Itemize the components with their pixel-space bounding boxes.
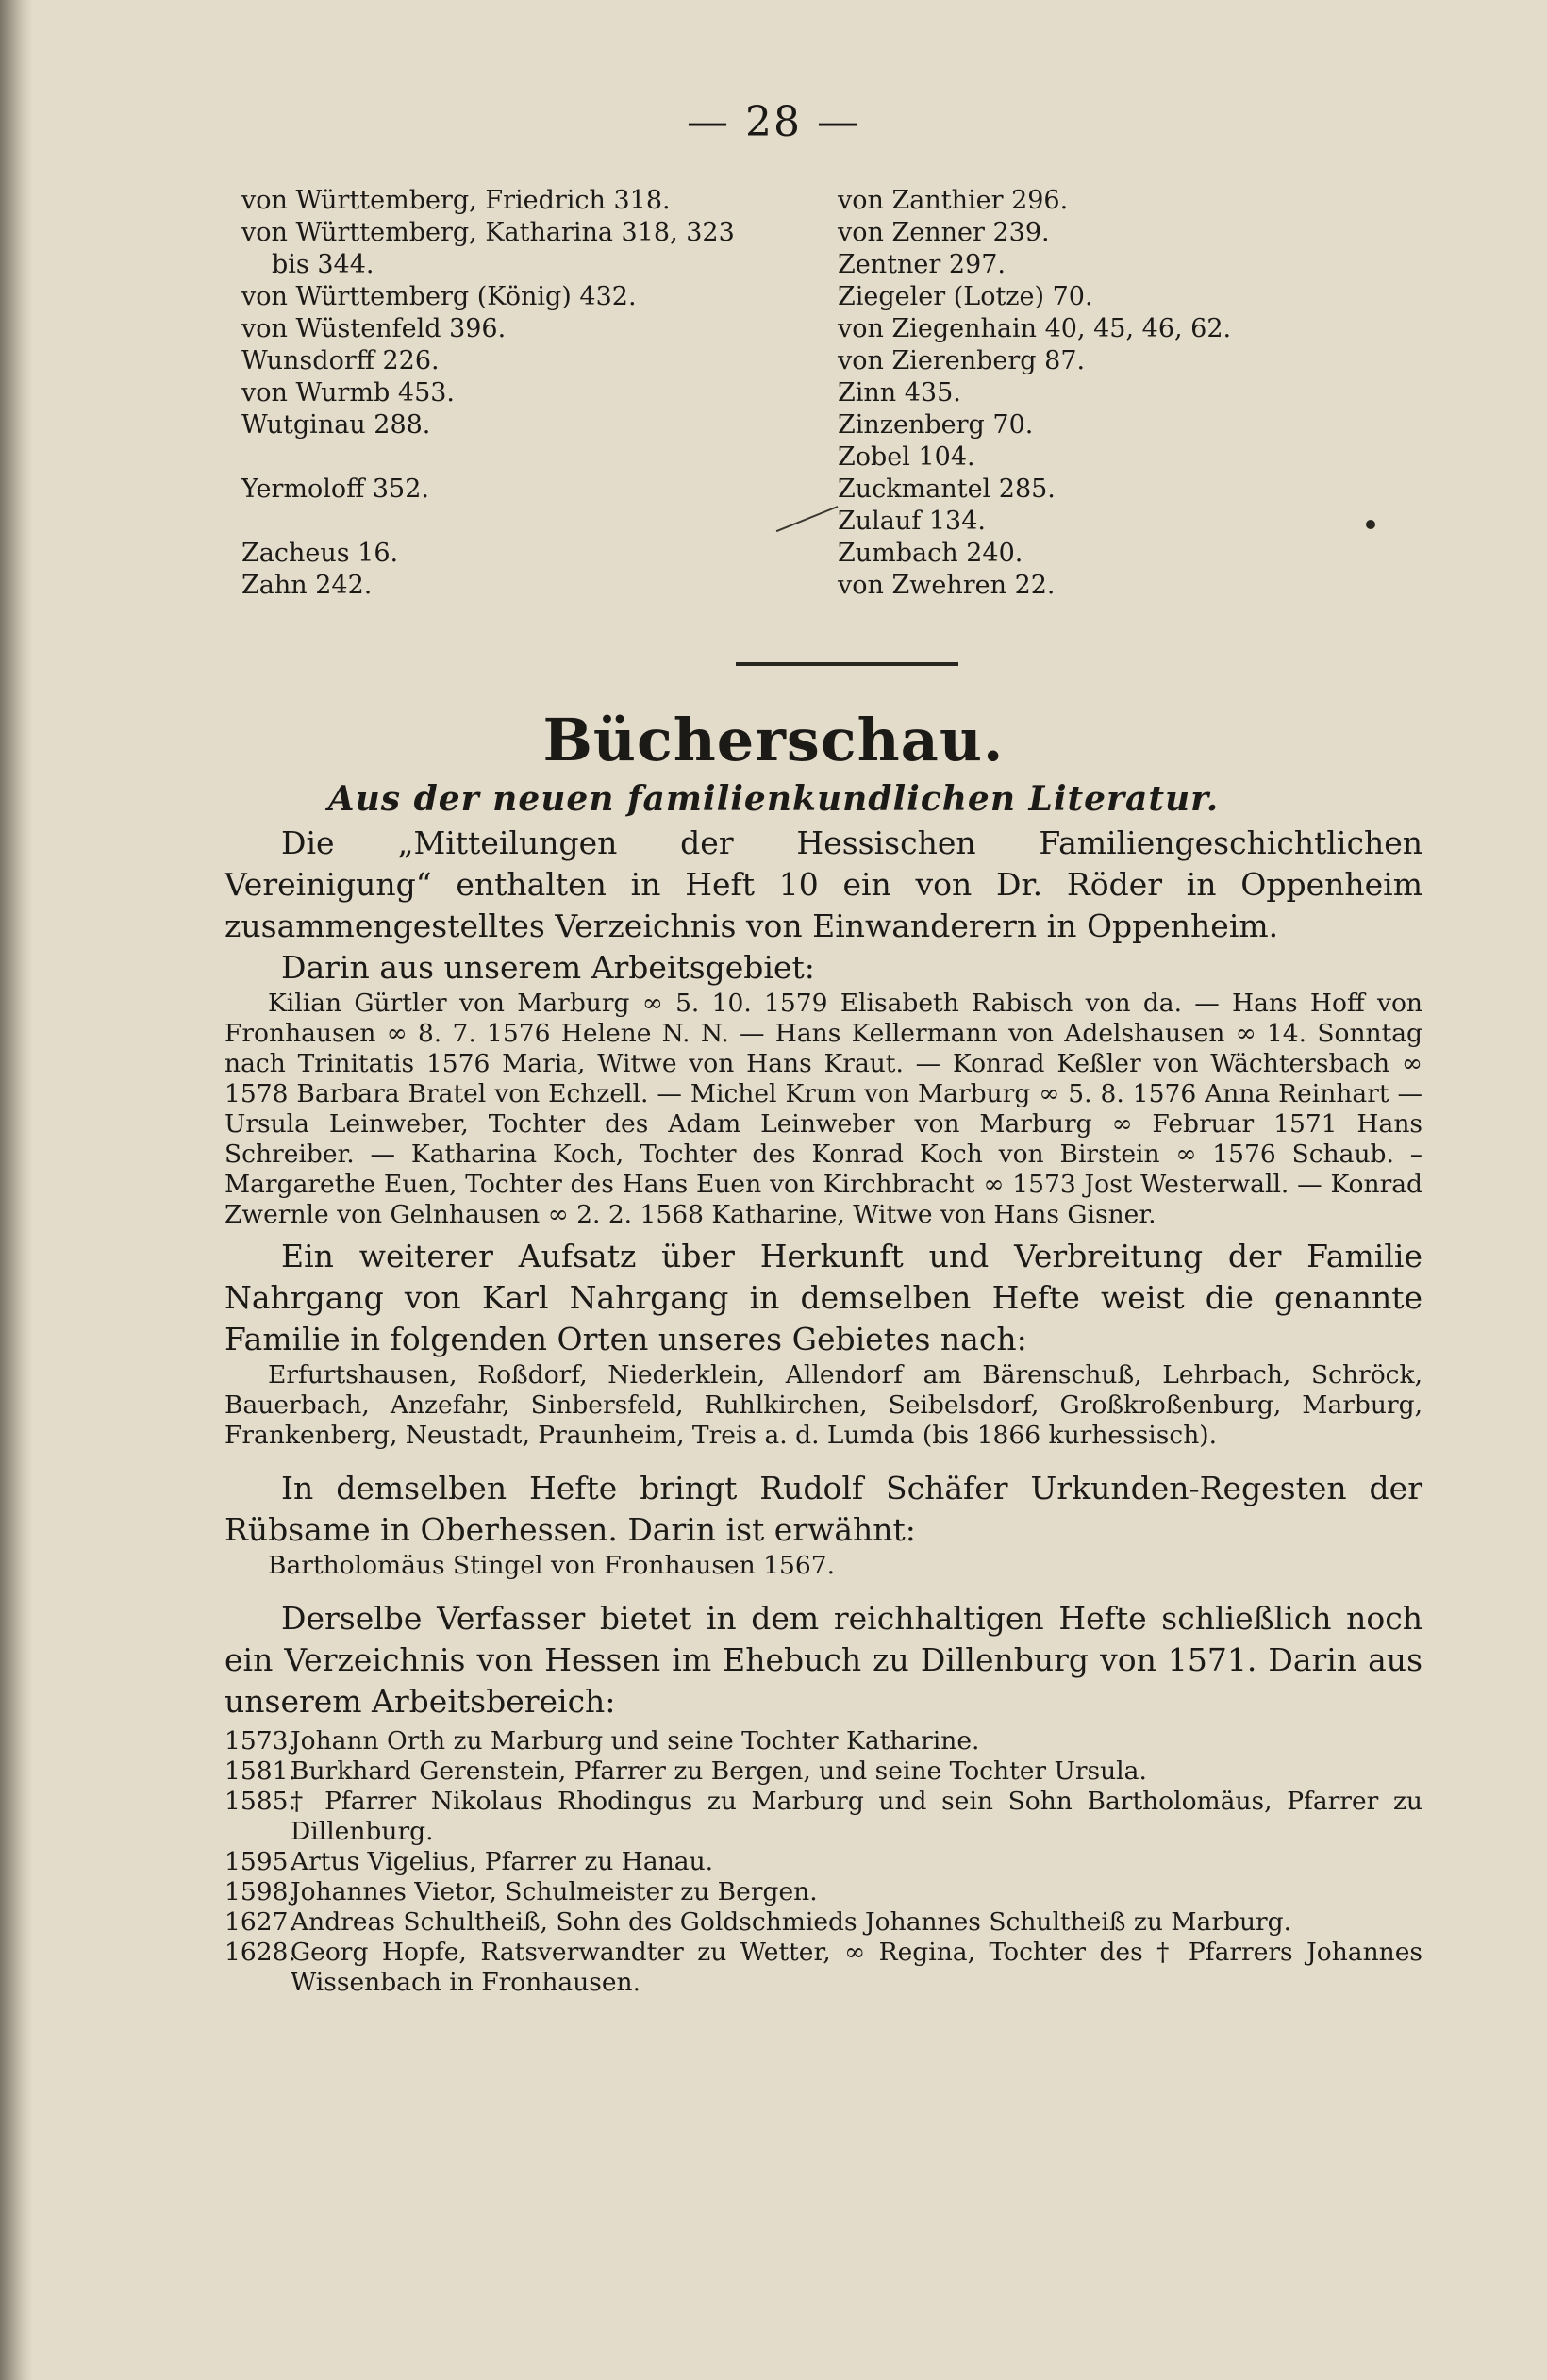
page-gutter-shadow <box>0 0 32 2380</box>
section-heading: Bücherschau. <box>542 706 1005 774</box>
index-entry: Zuckmantel 285. <box>838 474 1056 504</box>
index-entry: bis 344. <box>272 250 374 279</box>
paragraph-area-note: Darin aus unserem Arbeitsgebiet: <box>281 949 815 986</box>
index-entry: von Zierenberg 87. <box>838 346 1086 375</box>
entry-list <box>225 1726 1422 1998</box>
index-column-right <box>838 185 1231 602</box>
entry-text: Artus Vigelius, Pfarrer zu Hanau. <box>291 1847 714 1876</box>
pencil-leader-mark <box>776 506 839 532</box>
index-entry: Zumbach 240. <box>838 539 1023 568</box>
list-item <box>225 1756 1422 1787</box>
index-entry: von Zanthier 296. <box>838 186 1069 215</box>
list-item <box>225 1907 1422 1938</box>
paragraph-dillenburg: Derselbe Verfasser bietet in dem reichhaltigen Hefte schließlich noch ein Verzeichnis von Hessen im Ehebuch zu Dillenburg von 1571. Darin aus unserem Arbeitsbereich: <box>225 1600 1422 1720</box>
index-entry: Yermoloff 352. <box>241 474 429 504</box>
index-entry: von Wüstenfeld 396. <box>241 314 507 343</box>
entry-text: Johannes Vietor, Schulmeister zu Bergen. <box>291 1877 818 1906</box>
list-item <box>225 1726 1422 1756</box>
paragraph-nahrgang: Ein weiterer Aufsatz über Herkunft und Verbreitung der Familie Nahrgang von Karl Nahrgang in demselben Hefte weist die genannte Familie in folgenden Orten unseres Gebietes nach: <box>225 1238 1422 1357</box>
entry-year: 1598. <box>225 1877 296 1906</box>
paragraph-stingel: Bartholomäus Stingel von Fronhausen 1567. <box>268 1551 836 1580</box>
index-entry: Wunsdorff 226. <box>241 346 440 375</box>
paragraph-intro: Die „Mitteilungen der Hessischen Familiengeschichtlichen Vereinigung“ enthalten in Heft 10 ein von Dr. Röder in Oppenheim zusammengestelltes Verzeichnis von Einwanderern in Oppenheim. <box>225 824 1422 944</box>
index-entry: Zulauf 134. <box>838 507 986 536</box>
index-entry <box>241 441 735 474</box>
entry-year: 1585. <box>225 1787 296 1816</box>
index-entry: Zobel 104. <box>838 442 975 472</box>
index-entry: von Württemberg (König) 432. <box>241 282 637 311</box>
index-entry: von Wurmb 453. <box>241 378 456 408</box>
entry-year: 1581. <box>225 1756 296 1786</box>
entry-text: Burkhard Gerenstein, Pfarrer zu Bergen, und seine Tochter Ursula. <box>291 1756 1147 1786</box>
paragraph-regesten: In demselben Hefte bringt Rudolf Schäfer Urkunden-Regesten der Rübsame in Oberhessen. Darin ist erwähnt: <box>225 1470 1422 1548</box>
index-entry: Ziegeler (Lotze) 70. <box>838 282 1093 311</box>
entry-text: Johann Orth zu Marburg und seine Tochter Katharine. <box>291 1726 980 1756</box>
ink-dot-mark <box>1366 520 1375 529</box>
list-item <box>225 1787 1422 1847</box>
index-entry <box>241 506 735 538</box>
index-entry: von Württemberg, Katharina 318, 323 <box>241 218 735 247</box>
list-item <box>225 1877 1422 1907</box>
index-entry: Zacheus 16. <box>241 539 399 568</box>
index-entry: Zinzenberg 70. <box>838 410 1034 440</box>
section-divider <box>736 662 958 666</box>
body-text <box>225 823 1422 1998</box>
list-item <box>225 1938 1422 1998</box>
page-number: — 28 — <box>687 98 860 146</box>
entry-year: 1595. <box>225 1847 296 1876</box>
index-entry: von Ziegenhain 40, 45, 46, 62. <box>838 314 1232 343</box>
entry-year: 1628. <box>225 1938 296 1967</box>
paragraph-places: Erfurtshausen, Roßdorf, Niederklein, Allendorf am Bärenschuß, Lehrbach, Schröck, Bauerbach, Anzefahr, Sinbersfeld, Ruhlkirchen, Seibelsdorf, Großkroßenburg, Marburg, Frankenberg, Neustadt, Praunheim, Treis a. d. Lumda (bis 1866 kurhessisch). <box>225 1360 1422 1450</box>
index-entry: Zahn 242. <box>241 571 373 600</box>
index-entry: Wutginau 288. <box>241 410 431 440</box>
index-entry: von Zwehren 22. <box>838 571 1056 600</box>
index-entry: Zentner 297. <box>838 250 1006 279</box>
entry-text: † Pfarrer Nikolaus Rhodingus zu Marburg und sein Sohn Bartholomäus, Pfarrer zu Dillenburg. <box>291 1787 1422 1846</box>
index-entry: Zinn 435. <box>838 378 961 408</box>
entry-text: Georg Hopfe, Ratsverwandter zu Wetter, ∞ Regina, Tochter des † Pfarrers Johannes Wissenbach in Fronhausen. <box>291 1938 1422 1997</box>
paragraph-immigrant-list: Kilian Gürtler von Marburg ∞ 5. 10. 1579 Elisabeth Rabisch von da. — Hans Hoff von Fronhausen ∞ 8. 7. 1576 Helene N. N. — Hans Kellermann von Adelshausen ∞ 14. Sonntag nach Trinitatis 1576 Maria, Witwe von Hans Kraut. — Konrad Keßler von Wächtersbach ∞ 1578 Barbara Bratel von Echzell. — Michel Krum von Marburg ∞ 5. 8. 1576 Anna Reinhart — Ursula Leinweber, Tochter des Adam Leinweber von Marburg ∞ Februar 1571 Hans Schreiber. — Katharina Koch, Tochter des Konrad Koch von Birstein ∞ 1576 Schaub. – Margarethe Euen, Tochter des Hans Euen von Kirchbracht ∞ 1573 Jost Westerwall. — Konrad Zwernle von Gelnhausen ∞ 2. 2. 1568 Katharine, Witwe von Hans Gisner. <box>225 989 1422 1229</box>
list-item <box>225 1847 1422 1877</box>
section-subheading: Aus der neuen familienkundlichen Literatur. <box>327 779 1220 819</box>
entry-text: Andreas Schultheiß, Sohn des Goldschmieds Johannes Schultheiß zu Marburg. <box>291 1907 1292 1937</box>
index-entry: von Zenner 239. <box>838 218 1050 247</box>
entry-year: 1627. <box>225 1907 296 1937</box>
index-entry: von Württemberg, Friedrich 318. <box>241 186 671 215</box>
index-column-left <box>241 185 735 602</box>
entry-year: 1573. <box>225 1726 296 1756</box>
